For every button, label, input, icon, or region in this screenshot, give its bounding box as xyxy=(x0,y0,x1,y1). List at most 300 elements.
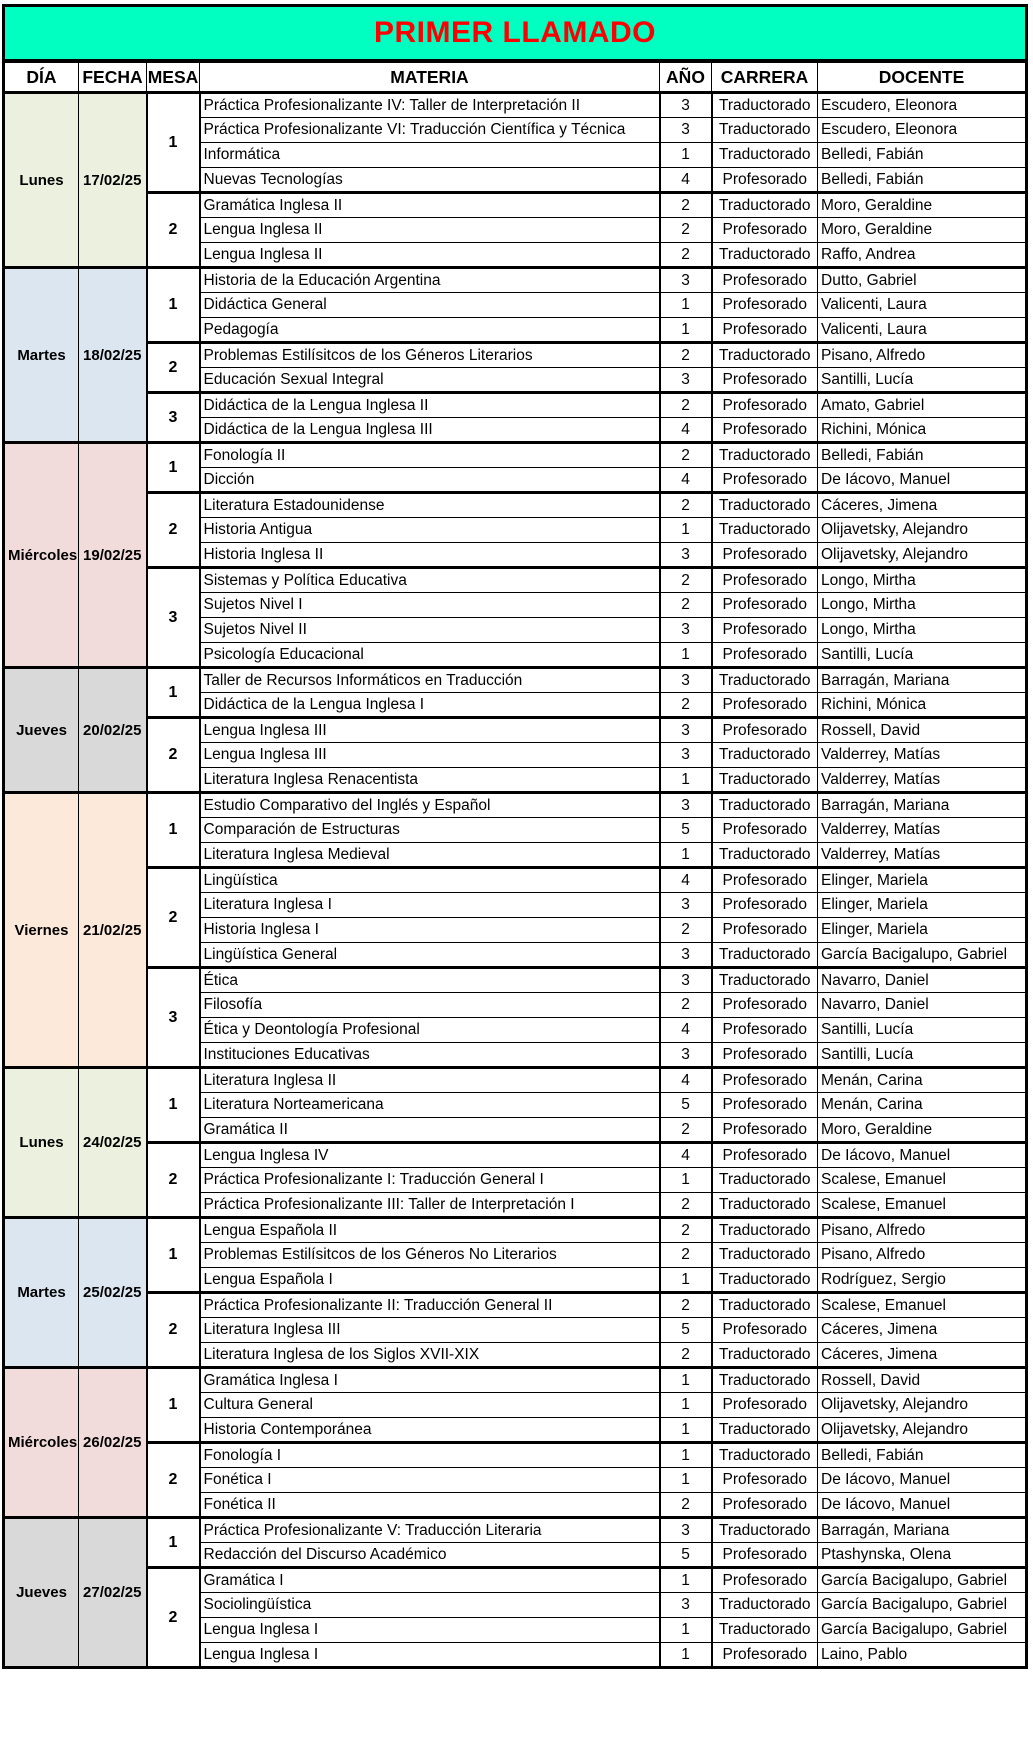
year-cell: 1 xyxy=(660,1468,712,1493)
carrera-cell: Traductorado xyxy=(712,1618,818,1643)
page-title: PRIMER LLAMADO xyxy=(374,16,656,49)
column-header-fecha: FECHA xyxy=(79,62,147,93)
materia-cell: Historia Inglesa I xyxy=(200,918,660,943)
docente-cell: Navarro, Daniel xyxy=(818,968,1027,993)
carrera-cell: Traductorado xyxy=(712,343,818,368)
docente-cell: Barragán, Mariana xyxy=(818,668,1027,693)
carrera-cell: Traductorado xyxy=(712,843,818,868)
year-cell: 3 xyxy=(660,1043,712,1068)
docente-cell: Moro, Geraldine xyxy=(818,193,1027,218)
mesa-cell: 1 xyxy=(147,268,200,343)
year-cell: 3 xyxy=(660,543,712,568)
year-cell: 3 xyxy=(660,668,712,693)
docente-cell: Amato, Gabriel xyxy=(818,393,1027,418)
carrera-cell: Profesorado xyxy=(712,618,818,643)
materia-cell: Educación Sexual Integral xyxy=(200,368,660,393)
year-cell: 1 xyxy=(660,768,712,793)
mesa-cell: 2 xyxy=(147,493,200,568)
year-cell: 3 xyxy=(660,1518,712,1543)
materia-cell: Lengua Española II xyxy=(200,1218,660,1243)
year-cell: 3 xyxy=(660,368,712,393)
carrera-cell: Profesorado xyxy=(712,1543,818,1568)
materia-cell: Ética y Deontología Profesional xyxy=(200,1018,660,1043)
year-cell: 2 xyxy=(660,343,712,368)
materia-cell: Fonética I xyxy=(200,1468,660,1493)
docente-cell: García Bacigalupo, Gabriel xyxy=(818,943,1027,968)
carrera-cell: Profesorado xyxy=(712,918,818,943)
mesa-cell: 1 xyxy=(147,668,200,718)
carrera-cell: Profesorado xyxy=(712,568,818,593)
date-cell: 17/02/25 xyxy=(79,93,147,268)
title-banner xyxy=(2,4,1028,60)
mesa-cell: 1 xyxy=(147,443,200,493)
carrera-cell: Traductorado xyxy=(712,443,818,468)
docente-cell: Navarro, Daniel xyxy=(818,993,1027,1018)
year-cell: 3 xyxy=(660,268,712,293)
table-body xyxy=(4,93,1027,1668)
mesa-cell: 2 xyxy=(147,868,200,968)
mesa-cell: 3 xyxy=(147,968,200,1068)
docente-cell: Longo, Mirtha xyxy=(818,618,1027,643)
year-cell: 1 xyxy=(660,1418,712,1443)
materia-cell: Práctica Profesionalizante II: Traducción General II xyxy=(200,1293,660,1318)
materia-cell: Didáctica de la Lengua Inglesa II xyxy=(200,393,660,418)
materia-cell: Historia Contemporánea xyxy=(200,1418,660,1443)
header-row xyxy=(4,62,1027,93)
year-cell: 4 xyxy=(660,1068,712,1093)
exam-schedule-table xyxy=(2,60,1028,1669)
year-cell: 1 xyxy=(660,293,712,318)
docente-cell: Richini, Mónica xyxy=(818,418,1027,443)
docente-cell: Moro, Geraldine xyxy=(818,218,1027,243)
materia-cell: Lengua Inglesa I xyxy=(200,1643,660,1668)
docente-cell: Olijavetsky, Alejandro xyxy=(818,518,1027,543)
table-row xyxy=(4,268,1027,293)
table-row xyxy=(4,568,1027,593)
day-cell: Jueves xyxy=(4,668,79,793)
day-cell: Miércoles xyxy=(4,443,79,668)
materia-cell: Taller de Recursos Informáticos en Traducción xyxy=(200,668,660,693)
docente-cell: Olijavetsky, Alejandro xyxy=(818,1418,1027,1443)
materia-cell: Historia Antigua xyxy=(200,518,660,543)
materia-cell: Práctica Profesionalizante VI: Traducción Científica y Técnica xyxy=(200,118,660,143)
carrera-cell: Profesorado xyxy=(712,643,818,668)
year-cell: 1 xyxy=(660,318,712,343)
docente-cell: Pisano, Alfredo xyxy=(818,343,1027,368)
table-row xyxy=(4,1293,1027,1318)
year-cell: 2 xyxy=(660,1493,712,1518)
docente-cell: Rossell, David xyxy=(818,1368,1027,1393)
table-row xyxy=(4,443,1027,468)
materia-cell: Lengua Inglesa I xyxy=(200,1618,660,1643)
carrera-cell: Profesorado xyxy=(712,318,818,343)
carrera-cell: Traductorado xyxy=(712,943,818,968)
materia-cell: Pedagogía xyxy=(200,318,660,343)
year-cell: 1 xyxy=(660,143,712,168)
mesa-cell: 1 xyxy=(147,793,200,868)
mesa-cell: 1 xyxy=(147,93,200,193)
materia-cell: Literatura Estadounidense xyxy=(200,493,660,518)
docente-cell: Menán, Carina xyxy=(818,1068,1027,1093)
materia-cell: Práctica Profesionalizante IV: Taller de Interpretación II xyxy=(200,93,660,118)
materia-cell: Nuevas Tecnologías xyxy=(200,168,660,193)
carrera-cell: Traductorado xyxy=(712,768,818,793)
day-cell: Jueves xyxy=(4,1518,79,1668)
carrera-cell: Profesorado xyxy=(712,468,818,493)
year-cell: 3 xyxy=(660,943,712,968)
materia-cell: Dicción xyxy=(200,468,660,493)
docente-cell: García Bacigalupo, Gabriel xyxy=(818,1568,1027,1593)
materia-cell: Instituciones Educativas xyxy=(200,1043,660,1068)
year-cell: 5 xyxy=(660,1318,712,1343)
year-cell: 2 xyxy=(660,918,712,943)
carrera-cell: Profesorado xyxy=(712,218,818,243)
materia-cell: Literatura Inglesa I xyxy=(200,893,660,918)
table-row xyxy=(4,493,1027,518)
year-cell: 1 xyxy=(660,1643,712,1668)
year-cell: 5 xyxy=(660,818,712,843)
materia-cell: Gramática Inglesa II xyxy=(200,193,660,218)
materia-cell: Psicología Educacional xyxy=(200,643,660,668)
docente-cell: Ptashynska, Olena xyxy=(818,1543,1027,1568)
year-cell: 3 xyxy=(660,743,712,768)
docente-cell: Scalese, Emanuel xyxy=(818,1293,1027,1318)
carrera-cell: Profesorado xyxy=(712,593,818,618)
docente-cell: Rodríguez, Sergio xyxy=(818,1268,1027,1293)
docente-cell: Barragán, Mariana xyxy=(818,793,1027,818)
year-cell: 1 xyxy=(660,1368,712,1393)
carrera-cell: Profesorado xyxy=(712,168,818,193)
carrera-cell: Traductorado xyxy=(712,968,818,993)
docente-cell: Longo, Mirtha xyxy=(818,593,1027,618)
year-cell: 4 xyxy=(660,1018,712,1043)
carrera-cell: Traductorado xyxy=(712,668,818,693)
table-row xyxy=(4,343,1027,368)
year-cell: 1 xyxy=(660,643,712,668)
carrera-cell: Traductorado xyxy=(712,243,818,268)
column-header-carrera: CARRERA xyxy=(712,62,818,93)
year-cell: 2 xyxy=(660,1293,712,1318)
materia-cell: Historia Inglesa II xyxy=(200,543,660,568)
carrera-cell: Profesorado xyxy=(712,1318,818,1343)
materia-cell: Lengua Inglesa II xyxy=(200,218,660,243)
carrera-cell: Traductorado xyxy=(712,1593,818,1618)
year-cell: 1 xyxy=(660,1168,712,1193)
year-cell: 4 xyxy=(660,418,712,443)
materia-cell: Didáctica de la Lengua Inglesa III xyxy=(200,418,660,443)
docente-cell: Cáceres, Jimena xyxy=(818,1343,1027,1368)
docente-cell: Belledi, Fabián xyxy=(818,143,1027,168)
year-cell: 2 xyxy=(660,1193,712,1218)
carrera-cell: Profesorado xyxy=(712,1068,818,1093)
mesa-cell: 3 xyxy=(147,393,200,443)
day-cell: Martes xyxy=(4,1218,79,1368)
docente-cell: Longo, Mirtha xyxy=(818,568,1027,593)
year-cell: 1 xyxy=(660,1568,712,1593)
carrera-cell: Profesorado xyxy=(712,293,818,318)
table-row xyxy=(4,668,1027,693)
docente-cell: Menán, Carina xyxy=(818,1093,1027,1118)
docente-cell: Moro, Geraldine xyxy=(818,1118,1027,1143)
year-cell: 2 xyxy=(660,993,712,1018)
materia-cell: Problemas Estilísitcos de los Géneros Literarios xyxy=(200,343,660,368)
year-cell: 2 xyxy=(660,443,712,468)
materia-cell: Práctica Profesionalizante I: Traducción General I xyxy=(200,1168,660,1193)
materia-cell: Literatura Inglesa Medieval xyxy=(200,843,660,868)
materia-cell: Didáctica General xyxy=(200,293,660,318)
docente-cell: De Iácovo, Manuel xyxy=(818,1493,1027,1518)
materia-cell: Lengua Inglesa III xyxy=(200,718,660,743)
materia-cell: Historia de la Educación Argentina xyxy=(200,268,660,293)
materia-cell: Práctica Profesionalizante III: Taller de Interpretación I xyxy=(200,1193,660,1218)
carrera-cell: Profesorado xyxy=(712,368,818,393)
date-cell: 19/02/25 xyxy=(79,443,147,668)
docente-cell: Valicenti, Laura xyxy=(818,318,1027,343)
carrera-cell: Traductorado xyxy=(712,793,818,818)
carrera-cell: Traductorado xyxy=(712,118,818,143)
docente-cell: Santilli, Lucía xyxy=(818,1018,1027,1043)
materia-cell: Informática xyxy=(200,143,660,168)
docente-cell: Elinger, Mariela xyxy=(818,893,1027,918)
carrera-cell: Profesorado xyxy=(712,893,818,918)
year-cell: 3 xyxy=(660,93,712,118)
docente-cell: Cáceres, Jimena xyxy=(818,493,1027,518)
carrera-cell: Traductorado xyxy=(712,1368,818,1393)
table-row xyxy=(4,1568,1027,1593)
year-cell: 2 xyxy=(660,568,712,593)
carrera-cell: Profesorado xyxy=(712,718,818,743)
docente-cell: Olijavetsky, Alejandro xyxy=(818,543,1027,568)
carrera-cell: Profesorado xyxy=(712,1643,818,1668)
year-cell: 3 xyxy=(660,793,712,818)
carrera-cell: Profesorado xyxy=(712,1093,818,1118)
docente-cell: Pisano, Alfredo xyxy=(818,1243,1027,1268)
table-header xyxy=(4,62,1027,93)
materia-cell: Estudio Comparativo del Inglés y Español xyxy=(200,793,660,818)
exam-schedule-sheet xyxy=(2,4,1028,1669)
carrera-cell: Traductorado xyxy=(712,1243,818,1268)
day-cell: Miércoles xyxy=(4,1368,79,1518)
carrera-cell: Traductorado xyxy=(712,143,818,168)
year-cell: 2 xyxy=(660,1118,712,1143)
table-row xyxy=(4,1218,1027,1243)
carrera-cell: Traductorado xyxy=(712,1443,818,1468)
mesa-cell: 2 xyxy=(147,718,200,793)
materia-cell: Gramática II xyxy=(200,1118,660,1143)
docente-cell: Belledi, Fabián xyxy=(818,168,1027,193)
carrera-cell: Profesorado xyxy=(712,1468,818,1493)
carrera-cell: Traductorado xyxy=(712,93,818,118)
materia-cell: Lengua Inglesa IV xyxy=(200,1143,660,1168)
mesa-cell: 2 xyxy=(147,1293,200,1368)
docente-cell: Valderrey, Matías xyxy=(818,743,1027,768)
year-cell: 2 xyxy=(660,243,712,268)
year-cell: 1 xyxy=(660,1443,712,1468)
year-cell: 2 xyxy=(660,1218,712,1243)
docente-cell: Richini, Mónica xyxy=(818,693,1027,718)
column-header-mesa: MESA xyxy=(147,62,200,93)
docente-cell: Scalese, Emanuel xyxy=(818,1168,1027,1193)
materia-cell: Literatura Inglesa de los Siglos XVII-XIX xyxy=(200,1343,660,1368)
materia-cell: Fonología I xyxy=(200,1443,660,1468)
date-cell: 26/02/25 xyxy=(79,1368,147,1518)
carrera-cell: Profesorado xyxy=(712,693,818,718)
year-cell: 3 xyxy=(660,968,712,993)
table-row xyxy=(4,1368,1027,1393)
docente-cell: Laino, Pablo xyxy=(818,1643,1027,1668)
table-row xyxy=(4,718,1027,743)
mesa-cell: 1 xyxy=(147,1518,200,1568)
docente-cell: García Bacigalupo, Gabriel xyxy=(818,1618,1027,1643)
carrera-cell: Traductorado xyxy=(712,743,818,768)
table-row xyxy=(4,93,1027,118)
carrera-cell: Profesorado xyxy=(712,868,818,893)
docente-cell: Dutto, Gabriel xyxy=(818,268,1027,293)
carrera-cell: Profesorado xyxy=(712,1143,818,1168)
carrera-cell: Traductorado xyxy=(712,1218,818,1243)
date-cell: 25/02/25 xyxy=(79,1218,147,1368)
carrera-cell: Profesorado xyxy=(712,1393,818,1418)
column-header-docente: DOCENTE xyxy=(818,62,1027,93)
docente-cell: Valderrey, Matías xyxy=(818,768,1027,793)
materia-cell: Gramática Inglesa I xyxy=(200,1368,660,1393)
carrera-cell: Profesorado xyxy=(712,418,818,443)
table-row xyxy=(4,1068,1027,1093)
year-cell: 3 xyxy=(660,118,712,143)
carrera-cell: Traductorado xyxy=(712,1518,818,1543)
year-cell: 1 xyxy=(660,1268,712,1293)
mesa-cell: 1 xyxy=(147,1368,200,1443)
year-cell: 2 xyxy=(660,393,712,418)
docente-cell: Santilli, Lucía xyxy=(818,368,1027,393)
carrera-cell: Traductorado xyxy=(712,518,818,543)
carrera-cell: Traductorado xyxy=(712,193,818,218)
materia-cell: Lingüística General xyxy=(200,943,660,968)
docente-cell: De Iácovo, Manuel xyxy=(818,1143,1027,1168)
docente-cell: Barragán, Mariana xyxy=(818,1518,1027,1543)
materia-cell: Fonética II xyxy=(200,1493,660,1518)
docente-cell: Elinger, Mariela xyxy=(818,868,1027,893)
year-cell: 2 xyxy=(660,218,712,243)
materia-cell: Literatura Norteamericana xyxy=(200,1093,660,1118)
docente-cell: De Iácovo, Manuel xyxy=(818,1468,1027,1493)
day-cell: Viernes xyxy=(4,793,79,1068)
day-cell: Martes xyxy=(4,268,79,443)
docente-cell: Santilli, Lucía xyxy=(818,643,1027,668)
day-cell: Lunes xyxy=(4,93,79,268)
carrera-cell: Traductorado xyxy=(712,1343,818,1368)
table-row xyxy=(4,968,1027,993)
table-row xyxy=(4,793,1027,818)
carrera-cell: Profesorado xyxy=(712,818,818,843)
docente-cell: Pisano, Alfredo xyxy=(818,1218,1027,1243)
materia-cell: Sistemas y Política Educativa xyxy=(200,568,660,593)
column-header-materia: MATERIA xyxy=(200,62,660,93)
year-cell: 1 xyxy=(660,1618,712,1643)
mesa-cell: 2 xyxy=(147,1143,200,1218)
mesa-cell: 2 xyxy=(147,343,200,393)
year-cell: 1 xyxy=(660,518,712,543)
table-row xyxy=(4,193,1027,218)
table-row xyxy=(4,868,1027,893)
year-cell: 4 xyxy=(660,868,712,893)
materia-cell: Lingüística xyxy=(200,868,660,893)
carrera-cell: Traductorado xyxy=(712,1193,818,1218)
materia-cell: Práctica Profesionalizante V: Traducción Literaria xyxy=(200,1518,660,1543)
materia-cell: Filosofía xyxy=(200,993,660,1018)
mesa-cell: 2 xyxy=(147,193,200,268)
day-cell: Lunes xyxy=(4,1068,79,1218)
mesa-cell: 3 xyxy=(147,568,200,668)
carrera-cell: Profesorado xyxy=(712,268,818,293)
carrera-cell: Profesorado xyxy=(712,1118,818,1143)
carrera-cell: Profesorado xyxy=(712,993,818,1018)
year-cell: 2 xyxy=(660,593,712,618)
year-cell: 5 xyxy=(660,1543,712,1568)
docente-cell: Valderrey, Matías xyxy=(818,818,1027,843)
materia-cell: Gramática I xyxy=(200,1568,660,1593)
carrera-cell: Profesorado xyxy=(712,393,818,418)
materia-cell: Ética xyxy=(200,968,660,993)
carrera-cell: Traductorado xyxy=(712,1293,818,1318)
carrera-cell: Traductorado xyxy=(712,1268,818,1293)
docente-cell: Rossell, David xyxy=(818,718,1027,743)
year-cell: 2 xyxy=(660,193,712,218)
carrera-cell: Profesorado xyxy=(712,543,818,568)
carrera-cell: Traductorado xyxy=(712,1418,818,1443)
carrera-cell: Profesorado xyxy=(712,1043,818,1068)
table-row xyxy=(4,393,1027,418)
materia-cell: Sujetos Nivel I xyxy=(200,593,660,618)
materia-cell: Lengua Inglesa III xyxy=(200,743,660,768)
column-header-dia: DÍA xyxy=(4,62,79,93)
year-cell: 2 xyxy=(660,493,712,518)
year-cell: 3 xyxy=(660,618,712,643)
materia-cell: Didáctica de la Lengua Inglesa I xyxy=(200,693,660,718)
docente-cell: Valderrey, Matías xyxy=(818,843,1027,868)
materia-cell: Problemas Estilísitcos de los Géneros No Literarios xyxy=(200,1243,660,1268)
year-cell: 2 xyxy=(660,1343,712,1368)
carrera-cell: Profesorado xyxy=(712,1018,818,1043)
materia-cell: Lengua Española I xyxy=(200,1268,660,1293)
table-row xyxy=(4,1443,1027,1468)
docente-cell: García Bacigalupo, Gabriel xyxy=(818,1593,1027,1618)
year-cell: 1 xyxy=(660,843,712,868)
mesa-cell: 1 xyxy=(147,1218,200,1293)
date-cell: 20/02/25 xyxy=(79,668,147,793)
carrera-cell: Profesorado xyxy=(712,1493,818,1518)
materia-cell: Literatura Inglesa II xyxy=(200,1068,660,1093)
docente-cell: Santilli, Lucía xyxy=(818,1043,1027,1068)
materia-cell: Sujetos Nivel II xyxy=(200,618,660,643)
docente-cell: Escudero, Eleonora xyxy=(818,118,1027,143)
year-cell: 2 xyxy=(660,1243,712,1268)
year-cell: 4 xyxy=(660,468,712,493)
column-header-anio: AÑO xyxy=(660,62,712,93)
carrera-cell: Traductorado xyxy=(712,1168,818,1193)
materia-cell: Comparación de Estructuras xyxy=(200,818,660,843)
carrera-cell: Profesorado xyxy=(712,1568,818,1593)
mesa-cell: 2 xyxy=(147,1443,200,1518)
materia-cell: Sociolingüística xyxy=(200,1593,660,1618)
docente-cell: Cáceres, Jimena xyxy=(818,1318,1027,1343)
year-cell: 2 xyxy=(660,693,712,718)
date-cell: 24/02/25 xyxy=(79,1068,147,1218)
docente-cell: Elinger, Mariela xyxy=(818,918,1027,943)
docente-cell: Scalese, Emanuel xyxy=(818,1193,1027,1218)
docente-cell: Belledi, Fabián xyxy=(818,1443,1027,1468)
year-cell: 3 xyxy=(660,718,712,743)
